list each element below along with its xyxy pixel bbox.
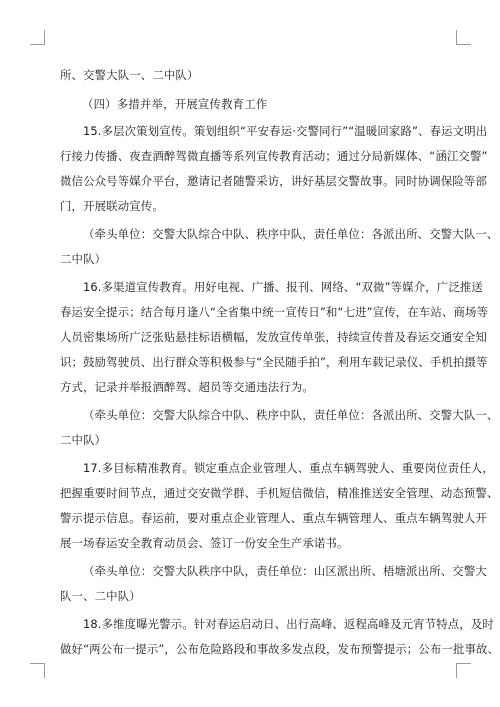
text-line: （牵头单位：交警大队综合中队、秩序中队，责任单位：各派出所、交警大队一、 bbox=[83, 408, 499, 422]
text-line: 做好“两公布一提示”，公布危险路段和事故多发点段，发布预警提示；公布一批事故、 bbox=[60, 642, 500, 656]
text-line: 展一场春运安全教育动员会、签订一份安全生产承诺书。 bbox=[60, 536, 349, 550]
text-line: 二中队） bbox=[60, 433, 107, 447]
text-line: 18.多维度曝光警示。针对春运启动日、出行高峰、返程高峰及元宵节特点，及时 bbox=[83, 617, 494, 631]
text-line: 方式，记录并举报酒醉驾、超员等交通违法行为。 bbox=[60, 380, 314, 394]
text-line: 17.多目标精准教育。锁定重点企业管理人、重点车辆驾驶人、重要岗位责任人， bbox=[83, 461, 494, 475]
text-line: 15.多层次策划宣传。策划组织“平安春运·交警同行”“温暖回家路”、春运文明出 bbox=[83, 124, 488, 138]
crop-mark-bottom-right bbox=[456, 663, 471, 678]
text-line: 春运安全提示；结合每月逢八“全省集中统一宣传日”和“七进”宣传，在车站、商场等 bbox=[60, 305, 489, 319]
text-line: 队一、二中队） bbox=[60, 589, 141, 603]
text-line: 警示提示信息。春运前，要对重点企业管理人、重点车辆管理人、重点车辆驾驶人开 bbox=[60, 511, 488, 525]
text-line: 把握重要时间节点，通过交安微学群、手机短信微信，精准推送安全管理、动态预警、 bbox=[60, 486, 499, 500]
text-line: 所、交警大队一、二中队） bbox=[60, 68, 199, 82]
text-line: （牵头单位：交警大队秩序中队，责任单位：山区派出所、梧塘派出所、交警大 bbox=[83, 564, 487, 578]
text-line: （牵头单位：交警大队综合中队、秩序中队，责任单位：各派出所、交警大队一、 bbox=[83, 227, 499, 241]
text-line: 二中队） bbox=[60, 252, 107, 266]
crop-mark-top-right bbox=[456, 30, 471, 45]
crop-mark-top-left bbox=[30, 30, 45, 45]
crop-mark-bottom-left bbox=[30, 663, 45, 678]
section-heading: （四）多措并举，开展宣传教育工作 bbox=[82, 97, 268, 111]
text-line: 行接力传播、夜查酒醉驾微直播等系列宣传教育活动；通过分局新媒体、“涵江交警” bbox=[60, 149, 488, 163]
text-line: 识；鼓励驾驶员、出行群众等积极参与“全民随手拍”，利用车载记录仪、手机拍摄等 bbox=[60, 355, 488, 369]
text-line: 人员密集场所广泛张贴悬挂标语横幅，发放宣传单张，持续宣传普及春运交通安全知 bbox=[60, 330, 488, 344]
text-line: 16.多渠道宣传教育。用好电视、广播、报刊、网络、“双微”等媒介，广泛推送 bbox=[83, 280, 483, 294]
text-line: 微信公众号等媒介平台，邀请记者随警采访，讲好基层交警故事。同时协调保险等部 bbox=[60, 174, 488, 188]
text-line: 门，开展联动宣传。 bbox=[60, 199, 164, 213]
